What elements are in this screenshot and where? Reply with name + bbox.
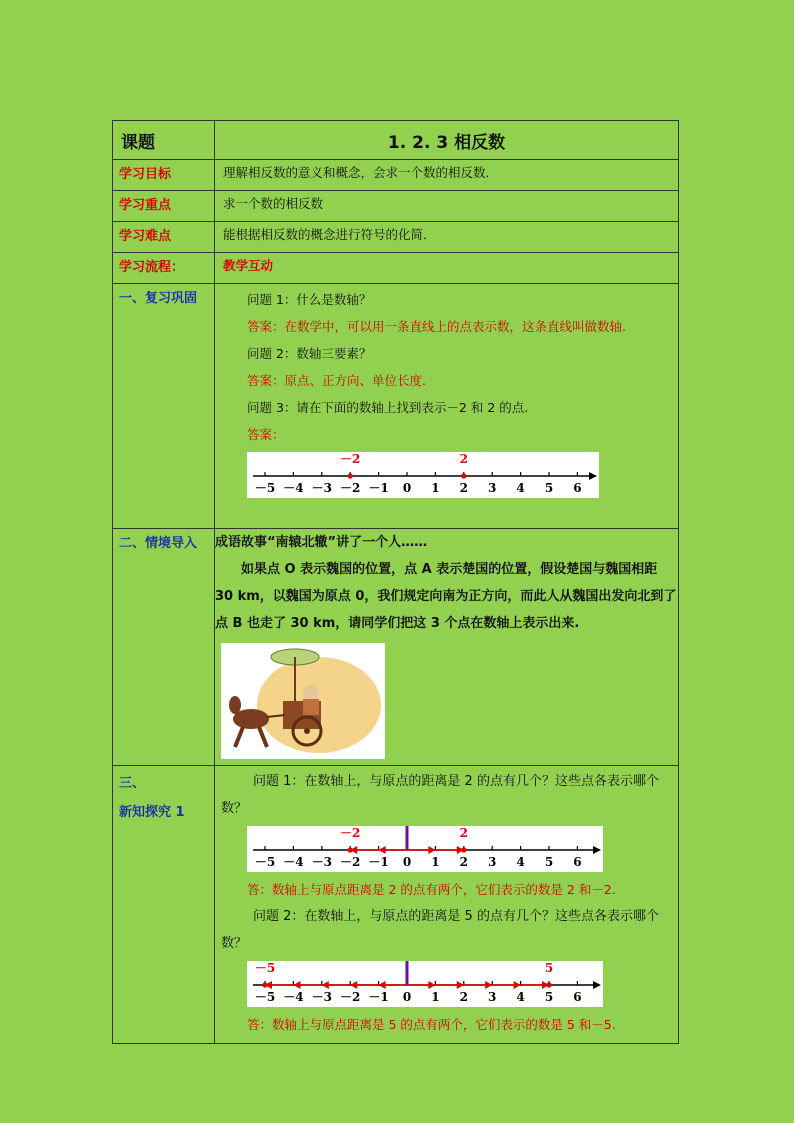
- s2-body: 如果点 O 表示魏国的位置，点 A 表示楚国的位置，假设楚国与魏国相距 30 km，以魏国为原点 0，我们规定向南为正方向，而此人从魏国出发向北到了点 B 也走了 30 km，请同学们把这 3 个点在数轴上表示出来.: [215, 562, 677, 631]
- tick-label: 5: [544, 990, 554, 1004]
- s1-answer-3: 答案：: [247, 427, 285, 442]
- s1-answer-1: 答案：在数学中，可以用一条直线上的点表示数，这条直线叫做数轴.: [247, 319, 626, 334]
- marked-point: [461, 473, 466, 478]
- tick-label: 4: [516, 481, 525, 495]
- difficulty-text: 能根据相反数的概念进行符号的化简．: [215, 222, 679, 253]
- number-line-1: [247, 452, 599, 498]
- tick-label: 1: [431, 990, 440, 1004]
- tick-label: 6: [573, 990, 582, 1004]
- tick-label: 1: [431, 855, 440, 869]
- tick-label: 3: [488, 481, 497, 495]
- difficulty-label: 学习难点: [113, 222, 215, 253]
- axis-arrow: [589, 472, 597, 480]
- lesson-plan-table: [112, 120, 679, 1044]
- tick-label: 5: [544, 855, 554, 869]
- tick-label: －5: [254, 855, 276, 869]
- tick-label: －2: [340, 481, 361, 495]
- page-title: 1. 2. 3 相反数: [215, 121, 679, 160]
- goal-text: 理解相反数的意义和概念，会求一个数的相反数．: [215, 160, 679, 191]
- tick-label: －2: [340, 855, 361, 869]
- section2-label: 二、情境导入: [113, 529, 215, 766]
- tick-label: 4: [516, 990, 525, 1004]
- tick-label: －3: [311, 855, 332, 869]
- tick-label: 2: [459, 855, 468, 869]
- s1-question-2: 问题 2：数轴三要素？: [247, 346, 372, 361]
- tick-label: －1: [368, 481, 389, 495]
- s1-question-1: 问题 1：什么是数轴？: [247, 292, 372, 307]
- marked-label: 2: [459, 452, 468, 466]
- tick-label: －4: [283, 855, 304, 869]
- section3-label-num: 三、: [119, 776, 146, 791]
- tick-label: －4: [283, 990, 304, 1004]
- tick-label: 1: [431, 481, 440, 495]
- section3-label: [113, 766, 215, 1044]
- topic-label: 课题: [113, 121, 215, 160]
- number-line-3: [247, 961, 603, 1007]
- tick-label: －3: [311, 990, 332, 1004]
- tick-label: 4: [516, 855, 525, 869]
- tick-label: －1: [368, 990, 389, 1004]
- marked-label: －2: [340, 826, 361, 840]
- section1-label: 一、复习巩固: [113, 284, 215, 529]
- axis-arrow: [593, 981, 601, 989]
- tick-label: 2: [459, 990, 468, 1004]
- s3-question-1: 问题 1：在数轴上，与原点的距离是 2 的点有几个？这些点各表示哪个数？: [221, 774, 659, 816]
- marked-label: －5: [254, 961, 276, 975]
- axis-arrow: [593, 846, 601, 854]
- chariot-illustration: [221, 643, 385, 759]
- process-label: 学习流程：: [113, 253, 215, 284]
- s3-question-2: 问题 2：在数轴上，与原点的距离是 5 的点有几个？这些点各表示哪个数？: [221, 909, 659, 951]
- tick-label: 3: [488, 855, 497, 869]
- s1-answer-2: 答案：原点、正方向、单位长度.: [247, 373, 426, 388]
- goal-label: 学习目标: [113, 160, 215, 191]
- tick-label: －5: [254, 990, 276, 1004]
- tick-label: 6: [573, 855, 582, 869]
- tick-label: －4: [283, 481, 304, 495]
- tick-label: 5: [544, 481, 554, 495]
- tick-label: 3: [488, 990, 497, 1004]
- key-text: 求一个数的相反数: [215, 191, 679, 222]
- tick-label: －3: [311, 481, 332, 495]
- key-label: 学习重点: [113, 191, 215, 222]
- tick-label: －2: [340, 990, 361, 1004]
- s2-intro: 成语故事“南辕北辙”讲了一个人……: [215, 535, 428, 550]
- section3-label-text: 新知探究 1: [119, 805, 185, 820]
- s3-answer-2: 答：数轴上与原点距离是 5 的点有两个，它们表示的数是 5 和－5.: [247, 1017, 616, 1032]
- tick-label: 2: [459, 481, 468, 495]
- tick-label: －5: [254, 481, 276, 495]
- number-line-2: [247, 826, 603, 872]
- tick-label: －1: [368, 855, 389, 869]
- marked-label: －2: [340, 452, 361, 466]
- tick-label: 0: [402, 855, 412, 869]
- process-text: 教学互动: [215, 253, 679, 284]
- s1-question-3: 问题 3：请在下面的数轴上找到表示－2 和 2 的点.: [247, 400, 529, 415]
- tick-label: 0: [402, 990, 412, 1004]
- tick-label: 6: [573, 481, 582, 495]
- tick-label: 0: [402, 481, 412, 495]
- marked-label: 2: [459, 826, 468, 840]
- s3-answer-1: 答：数轴上与原点距离是 2 的点有两个，它们表示的数是 2 和－2.: [247, 882, 616, 897]
- marked-point: [348, 473, 353, 478]
- marked-label: 5: [544, 961, 554, 975]
